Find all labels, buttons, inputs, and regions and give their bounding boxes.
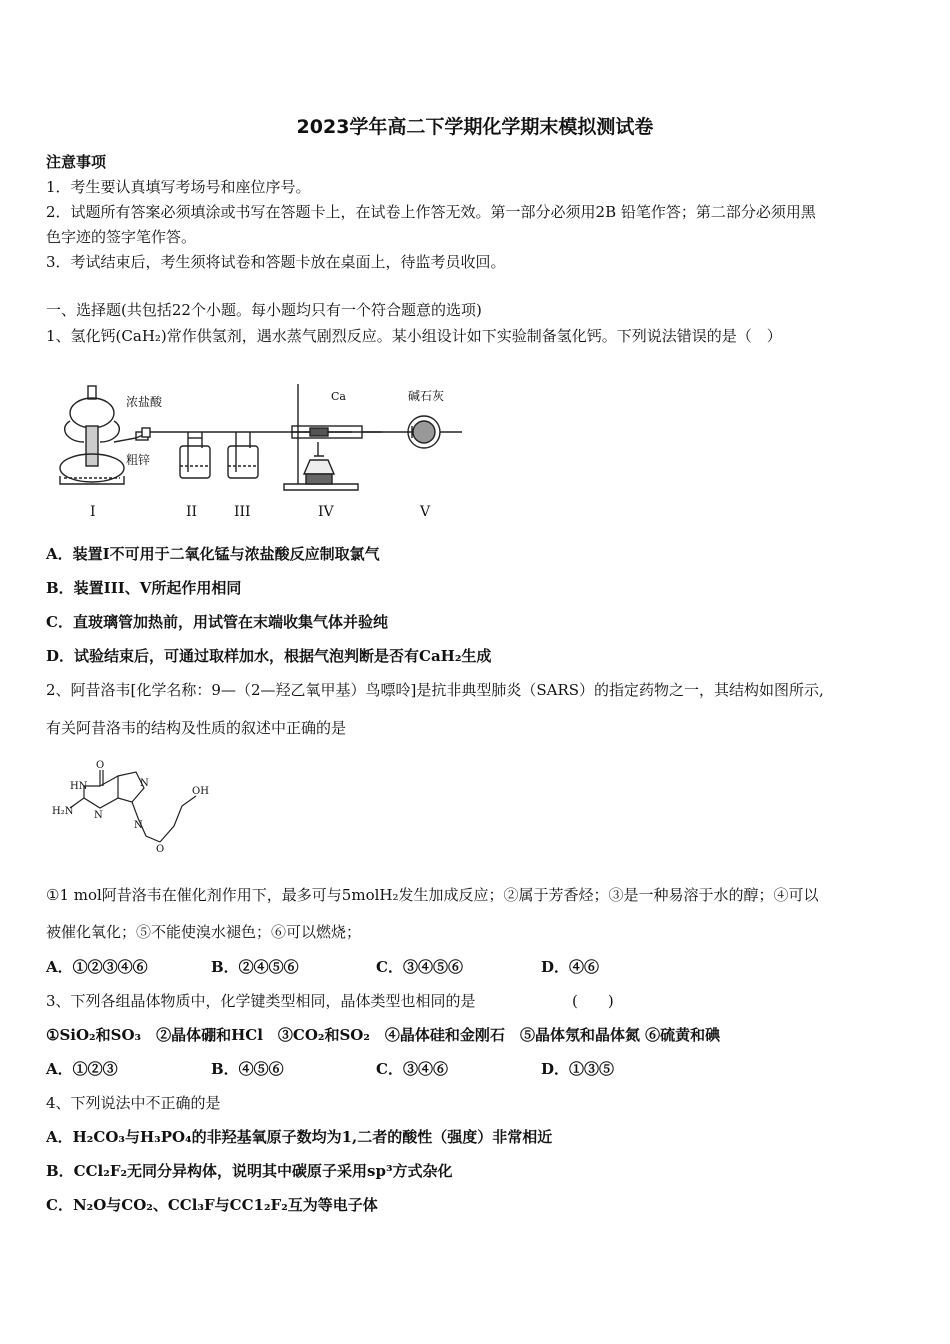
notice-heading: 注意事项 xyxy=(46,153,107,171)
atom-n-top: N xyxy=(140,778,149,789)
q3-stem: 3、下列各组晶体物质中，化学键类型相同，晶体类型也相同的是 xyxy=(46,992,476,1010)
q2-option-a: A．①②③④⑥ xyxy=(46,958,148,976)
label-soda-lime: 碱石灰 xyxy=(408,389,445,403)
roman-I: I xyxy=(90,504,96,520)
acyclovir-structure xyxy=(50,756,220,866)
q1-option-d: D．试验结束后，可通过取样加水，根据气泡判断是否有CaH₂生成 xyxy=(46,647,492,665)
atom-n-left: N xyxy=(94,810,103,821)
apparatus-figure xyxy=(52,376,472,526)
label-conc-hcl: 浓盐酸 xyxy=(126,395,163,409)
q1-option-a: A．装置Ⅰ不可用于二氧化锰与浓盐酸反应制取氯气 xyxy=(46,545,380,563)
atom-hn: HN xyxy=(70,781,88,792)
q3-option-d: D．①③⑤ xyxy=(541,1060,615,1078)
q2-options xyxy=(46,957,706,977)
q4-option-a: A．H₂CO₃与H₃PO₄的非羟基氧原子数均为1,二者的酸性（强度）非常相近 xyxy=(46,1128,553,1146)
q2-desc-line1: ①1 mol阿昔洛韦在催化剂作用下，最多可与5molH₂发生加成反应；②属于芳香烃；③是一种易溶于水的醇；④可以 xyxy=(46,886,819,904)
q4-option-c: C．N₂O与CO₂、CCl₃F与CC1₂F₂互为等电子体 xyxy=(46,1196,378,1214)
q3-items: ①SiO₂和SO₃ ②晶体硼和HCl ③CO₂和SO₂ ④晶体硅和金刚石 ⑤晶体氖和晶体氮 ⑥硫黄和碘 xyxy=(46,1026,721,1044)
q4-option-b: B．CCl₂F₂无同分异构体，说明其中碳原子采用sp³方式杂化 xyxy=(46,1162,453,1180)
q2-option-d: D．④⑥ xyxy=(541,958,600,976)
atom-oh: OH xyxy=(192,786,209,797)
atom-o-carbonyl: O xyxy=(96,760,105,771)
label-ca: Ca xyxy=(331,390,346,403)
atom-n-bottom: N xyxy=(134,820,143,831)
q4-stem: 4、下列说法中不正确的是 xyxy=(46,1094,221,1112)
q3-option-a: A．①②③ xyxy=(46,1060,118,1078)
q2-stem-line2: 有关阿昔洛韦的结构及性质的叙述中正确的是 xyxy=(46,719,347,737)
q1-stem: 1、氢化钙(CaH₂)常作供氢剂，遇水蒸气剧烈反应。某小组设计如下实验制备氢化钙。下列说法错误的是（ ） xyxy=(46,327,782,345)
roman-III: III xyxy=(234,504,251,520)
roman-IV: IV xyxy=(318,504,334,520)
atom-h2n: H₂N xyxy=(52,806,74,817)
q3-option-c: C．③④⑥ xyxy=(376,1060,448,1078)
q2-option-b: B．②④⑤⑥ xyxy=(211,958,299,976)
roman-V: V xyxy=(420,504,431,520)
atom-o-ether: O xyxy=(156,844,165,855)
notice-item-2: 2．试题所有答案必须填涂或书写在答题卡上，在试卷上作答无效。第一部分必须用2B 铅笔作答；第二部分必须用黑 xyxy=(46,203,816,221)
roman-II: II xyxy=(186,504,198,520)
notice-item-3: 3．考试结束后，考生须将试卷和答题卡放在桌面上，待监考员收回。 xyxy=(46,253,506,271)
section-heading: 一、选择题(共包括22个小题。每小题均只有一个符合题意的选项) xyxy=(46,301,482,319)
q2-stem-line1: 2、阿昔洛韦[化学名称：9—（2—羟乙氧甲基）鸟嘌呤]是抗非典型肺炎（SARS）的指定药物之一，其结构如图所示, xyxy=(46,681,824,699)
page-title: 2023学年高二下学期化学期末模拟测试卷 xyxy=(296,116,654,138)
q2-option-c: C．③④⑤⑥ xyxy=(376,958,463,976)
q1-option-c: C．直玻璃管加热前，用试管在末端收集气体并验纯 xyxy=(46,613,388,631)
label-crude-zinc: 粗锌 xyxy=(126,453,151,467)
notice-item-2-cont: 色字迹的签字笔作答。 xyxy=(46,228,197,246)
q3-options xyxy=(46,1059,706,1079)
notice-item-1: 1．考生要认真填写考场号和座位序号。 xyxy=(46,178,311,196)
q1-option-b: B．装置III、V所起作用相同 xyxy=(46,579,242,597)
q2-desc-line2: 被催化氧化；⑤不能使溴水褪色；⑥可以燃烧； xyxy=(46,923,362,941)
q3-option-b: B．④⑤⑥ xyxy=(211,1060,284,1078)
q3-paren: ( ) xyxy=(572,992,614,1010)
